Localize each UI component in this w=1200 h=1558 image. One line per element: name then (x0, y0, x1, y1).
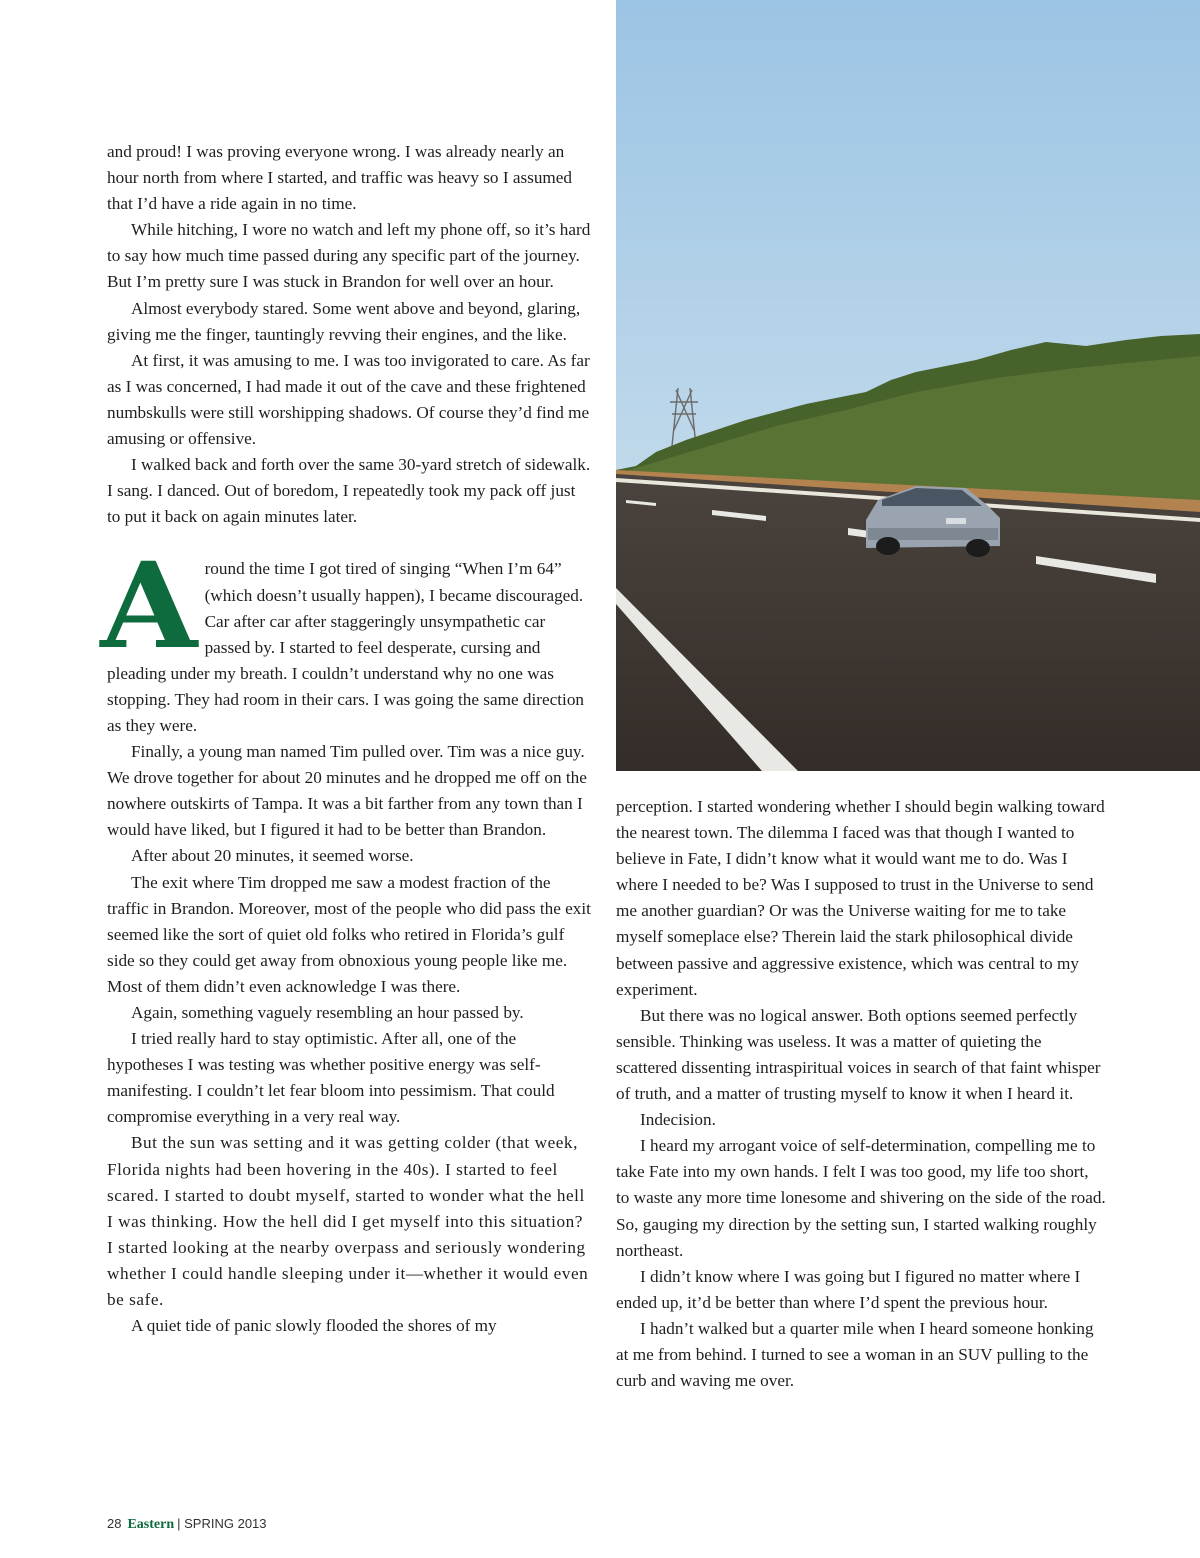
road-photo-illustration (616, 0, 1200, 771)
paragraph: Finally, a young man named Tim pulled over. Tim was a nice guy. We drove together for about 20 minutes and he dropped me off on the nowhere outskirts of Tampa. It was a bit farther from any town than I would have liked, but I figured it had to be better than Brandon. (107, 742, 587, 840)
paragraph: The exit where Tim dropped me saw a modest fraction of the traffic in Brandon. Moreover, most of the people who did pass the exit seemed like the sort of quiet old folks who retired in Florida’s gulf side so they could get away from obnoxious young people like me. Most of them didn’t even acknowledge I was there. (107, 872, 591, 996)
paragraph: I tried really hard to stay optimistic. After all, one of the hypotheses I was testing was whether positive energy was self-manifesting. I couldn’t let fear bloom into pessimism. That could compromise everything in a very real way. (107, 1029, 555, 1127)
drop-cap-text: round the time I got tired of singing “When I’m 64” (which doesn’t usually happen), I became discouraged. Car after car after staggeringly unsympathetic car passed by. I started to feel desperate, cursing and pleading under my breath. I couldn’t understand why no one was stopping. They had room in their cars. I was going the same direction as they were. (107, 559, 585, 735)
paragraph: Again, something vaguely resembling an hour passed by. (131, 1003, 524, 1022)
paragraph: But there was no logical answer. Both options seemed perfectly sensible. Thinking was useless. It was a matter of quieting the scattered dissenting intraspiritual voices in search of that faint whisper of truth, and a matter of trusting myself to know it when I heard it. (616, 1005, 1101, 1104)
page-footer (107, 1516, 267, 1533)
drop-cap: A (100, 536, 198, 676)
paragraph: After about 20 minutes, it seemed worse. (131, 846, 414, 866)
road-photo (616, 0, 1200, 771)
paragraph: While hitching, I wore no watch and left my phone off, so it’s hard to say how much time passed during any specific part of the journey. But I’m pretty sure I was stuck in Brandon for well over an hour. (107, 220, 591, 292)
paragraph: I walked back and forth over the same 30-yard stretch of sidewalk. I sang. I danced. Out of boredom, I repeatedly took my pack off just to put it back on again minutes later. (107, 455, 591, 527)
paragraph: But the sun was setting and it was getting colder (that week, Florida nights had been hovering in the 40s). I started to feel scared. I started to doubt myself, started to wonder what the hell I was thinking. How the hell did I get myself into this situation? I started looking at the nearby overpass and seriously wondering whether I could handle sleeping under it—whether it would even be safe. (107, 1133, 589, 1310)
page-number: 28 (107, 1516, 122, 1531)
paragraph: I hadn’t walked but a quarter mile when I heard someone honking at me from behind. I turned to see a woman in an SUV pulling to the curb and waving me over. (616, 1318, 1094, 1391)
paragraph: Indecision. (640, 1110, 716, 1130)
article-column-right (616, 794, 1106, 1394)
paragraph: perception. I started wondering whether I should begin walking toward the nearest town. The dilemma I faced was that though I wanted to believe in Fate, I didn’t know what it would want me to do. Was I where I needed to be? Was I supposed to trust in the Universe to send me another guardian? Or was the Universe waiting for me to take myself someplace else? Therein laid the stark philosophical divide between passive and aggressive existence, which was central to my experiment. (616, 797, 1105, 999)
article-column-left (100, 139, 592, 1339)
magazine-name: Eastern (127, 1517, 175, 1532)
paragraph: At first, it was amusing to me. I was too invigorated to care. As far as I was concerned, I had made it out of the cave and these frightened numbskulls were still worshipping shadows. Of course they’d find me amusing or offensive. (107, 350, 590, 449)
paragraph: I heard my arrogant voice of self-determination, compelling me to take Fate into my own hands. I felt I was too good, my life too short, to waste any more time lonesome and shivering on the side of the road. So, gauging my direction by the setting sun, I started walking roughly northeast. (616, 1136, 1106, 1260)
drop-cap-paragraph (100, 536, 592, 739)
paragraph: I didn’t know where I was going but I figured no matter where I ended up, it’d be better than where I’d spent the previous hour. (616, 1266, 1081, 1312)
paragraph: A quiet tide of panic slowly flooded the shores of my (131, 1316, 497, 1336)
issue-label: | SPRING 2013 (177, 1516, 267, 1531)
paragraph: and proud! I was proving everyone wrong. I was already nearly an hour north from where I started, and traffic was heavy so I assumed that I’d have a ride again in no time. (107, 142, 573, 214)
paragraph: Almost everybody stared. Some went above and beyond, glaring, giving me the finger, tauntingly revving their engines, and the like. (107, 298, 581, 344)
